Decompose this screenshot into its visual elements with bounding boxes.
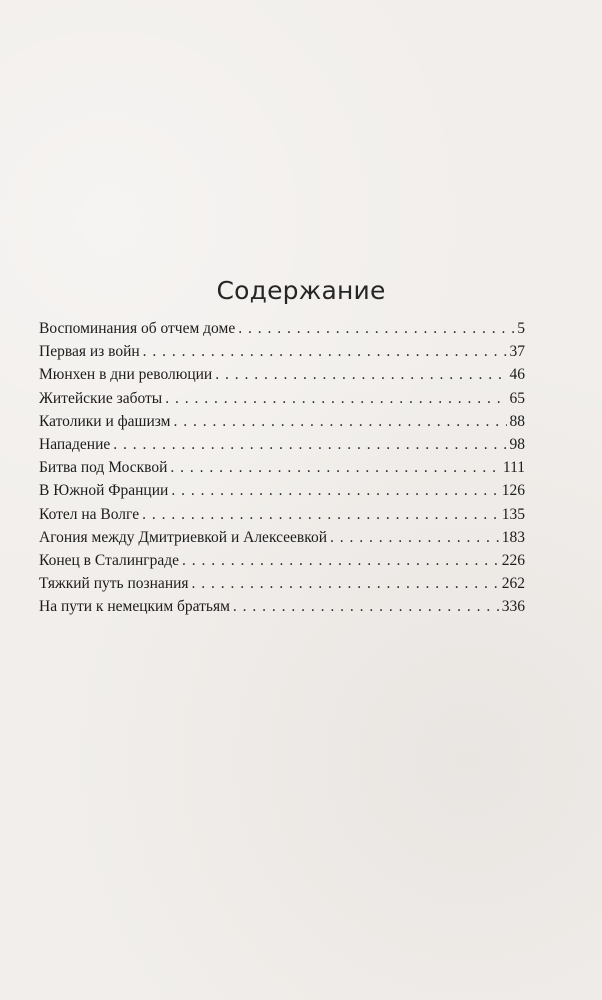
toc-entry-title: Битва под Москвой: [39, 459, 168, 477]
toc-dot-leader: [192, 572, 499, 595]
toc-entry: [39, 595, 525, 618]
toc-entry-title: Нападение: [39, 435, 111, 453]
toc-dot-leader: [170, 456, 499, 479]
toc-dot-leader: [182, 549, 499, 572]
toc-page-number: 88: [509, 412, 525, 430]
toc-dot-leader: [330, 526, 499, 549]
toc-page-number: 111: [502, 459, 525, 477]
toc-page-number: 336: [501, 598, 525, 616]
toc-page-number: 65: [509, 389, 525, 407]
toc-entry-title: Конец в Сталинграде: [39, 551, 180, 569]
toc-page-number: 135: [501, 505, 525, 523]
toc-entry-title: Житейские заботы: [39, 389, 163, 407]
toc-page-number: 46: [509, 366, 525, 384]
toc-entry: [39, 549, 525, 572]
toc-page-number: 226: [501, 551, 525, 569]
toc-entry: [39, 433, 525, 456]
toc-page-number: 183: [501, 528, 525, 546]
toc-entry: [39, 410, 525, 433]
toc-entry: [39, 456, 525, 479]
toc-page-number: 262: [501, 575, 525, 593]
table-of-contents: [39, 317, 525, 618]
toc-dot-leader: [143, 340, 507, 363]
toc-entry-title: Воспоминания об отчем доме: [39, 320, 236, 337]
toc-dot-leader: [113, 433, 506, 456]
toc-entry: [39, 363, 525, 386]
toc-dot-leader: [142, 503, 499, 526]
toc-entry-title: Первая из войн: [39, 343, 140, 361]
toc-dot-leader: [171, 479, 498, 502]
toc-page-number: 126: [501, 482, 525, 500]
toc-dot-leader: [165, 387, 506, 410]
toc-entry-title: Католики и фашизм: [39, 412, 171, 430]
toc-dot-leader: [215, 363, 506, 386]
toc-entry-title: Агония между Дмитриевкой и Алексеевкой: [39, 528, 328, 546]
toc-entry-title: Котел на Волге: [39, 505, 140, 523]
toc-entry: [39, 387, 525, 410]
toc-page-number: 37: [509, 343, 525, 361]
toc-entry: [39, 526, 525, 549]
toc-entry-title: На пути к немецким братьям: [39, 598, 230, 616]
toc-dot-leader: [233, 595, 499, 618]
toc-dot-leader: [174, 410, 507, 433]
toc-page-number: 5: [517, 320, 525, 337]
toc-entry: [39, 340, 525, 363]
toc-entry-title: В Южной Франции: [39, 482, 169, 500]
toc-page-number: 98: [509, 435, 525, 453]
toc-entry: [39, 479, 525, 502]
toc-dot-leader: [238, 317, 514, 340]
toc-entry: [39, 503, 525, 526]
toc-entry-title: Тяжкий путь познания: [39, 575, 189, 593]
toc-entry-title: Мюнхен в дни революции: [39, 366, 213, 384]
toc-entry: [39, 317, 525, 340]
page-title: Содержание: [216, 276, 386, 305]
toc-entry: [39, 572, 525, 595]
